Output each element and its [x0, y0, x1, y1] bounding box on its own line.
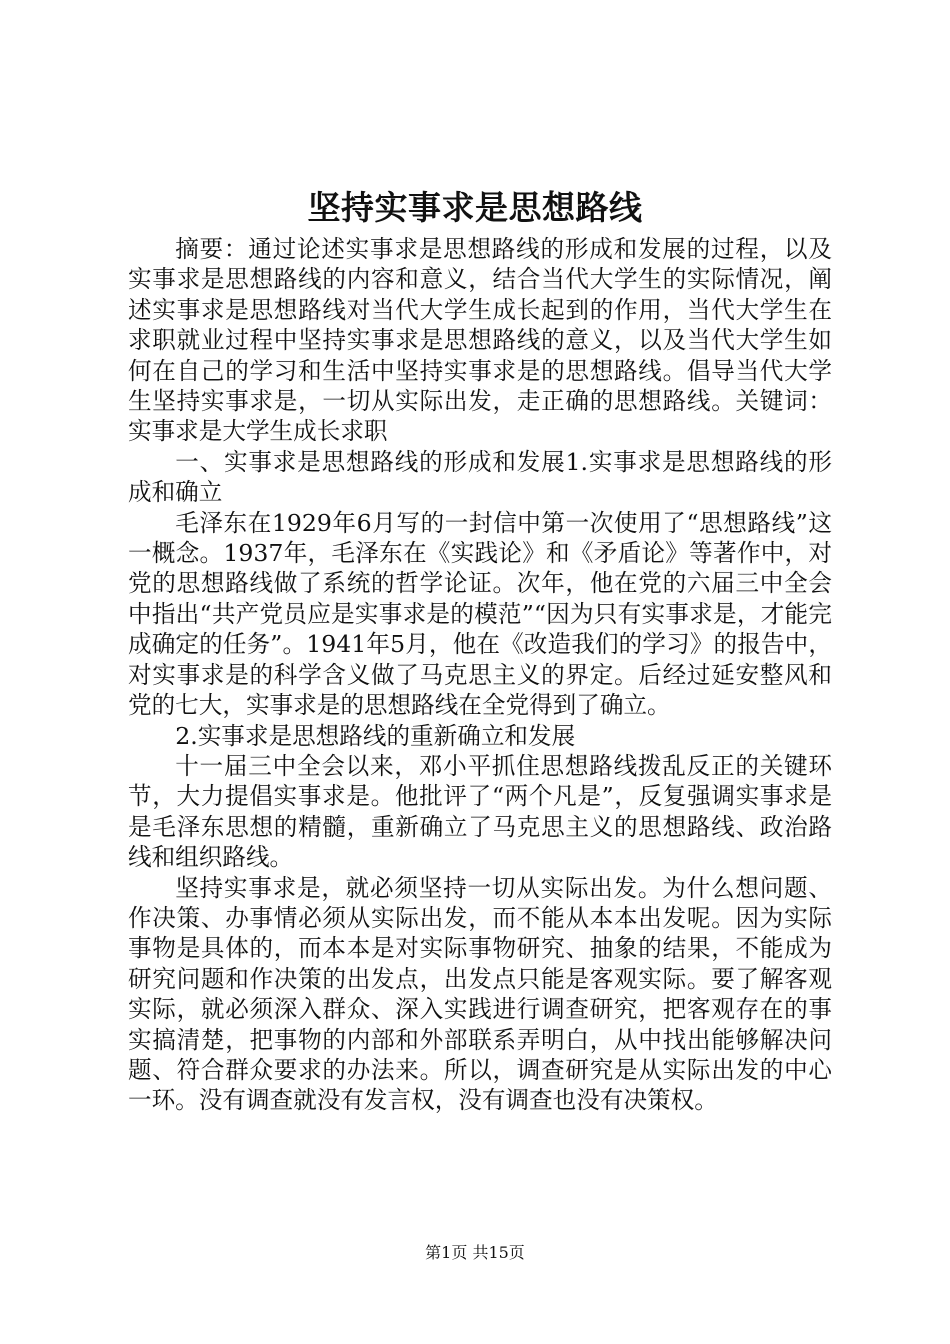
section-heading-1: 一、实事求是思想路线的形成和发展1.实事求是思想路线的形成和确立 — [128, 447, 832, 507]
body-paragraph: 坚持实事求是，就必须坚持一切从实际出发。为什么想问题、作决策、办事情必须从实际出发，而不能从本本出发呢。因为实际事物是具体的，而本本是对实际事物研究、抽象的结果，不能成为研究问题和作决策的出发点，出发点只能是客观实际。要了解客观实际，就必须深入群众、深入实践进行调查研究，把客观存在的事实搞清楚，把事物的内部和外部联系弄明白，从中找出能够解决问题、符合群众要求的办法来。所以，调查研究是从实际出发的中心一环。没有调查就没有发言权，没有调查也没有决策权。 — [128, 873, 832, 1115]
page-footer: 第1页 共15页 — [425, 1243, 525, 1262]
body-paragraph: 毛泽东在1929年6月写的一封信中第一次使用了“思想路线”这一概念。1937年，毛泽东在《实践论》和《矛盾论》等著作中，对党的思想路线做了系统的哲学论证。次年，他在党的六届三中全会中指出“共产党员应是实事求是的模范”“因为只有实事求是，才能完成确定的任务”。1941年5月，他在《改造我们的学习》的报告中，对实事求是的科学含义做了马克思主义的界定。后经过延安整风和党的七大，实事求是的思想路线在全党得到了确立。 — [128, 508, 832, 720]
document-body — [128, 234, 832, 1116]
body-paragraph: 十一届三中全会以来，邓小平抓住思想路线拨乱反正的关键环节，大力提倡实事求是。他批评了“两个凡是”，反复强调实事求是是毛泽东思想的精髓，重新确立了马克思主义的思想路线、政治路线和组织路线。 — [128, 751, 832, 872]
subsection-heading-2: 2.实事求是思想路线的重新确立和发展 — [175, 721, 576, 750]
abstract-paragraph: 摘要：通过论述实事求是思想路线的形成和发展的过程，以及实事求是思想路线的内容和意义，结合当代大学生的实际情况，阐述实事求是思想路线对当代大学生成长起到的作用，当代大学生在求职就业过程中坚持实事求是思想路线的意义，以及当代大学生如何在自己的学习和生活中坚持实事求是的思想路线。倡导当代大学生坚持实事求是，一切从实际出发，走正确的思想路线。关键词：实事求是大学生成长求职 — [128, 235, 832, 446]
document-title: 坚持实事求是思想路线 — [307, 188, 643, 227]
